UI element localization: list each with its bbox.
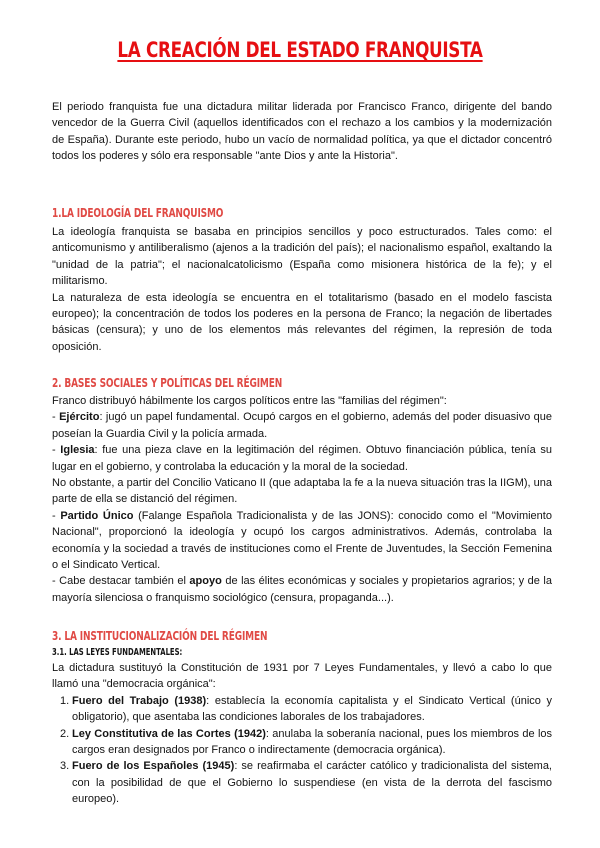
intro-paragraph: El periodo franquista fue una dictadura militar liderada por Francisco Franco, dirigente del bando vencedor de la Guerra Civil (aquellos identificados con el rechazo a los cambios y la modernización de España). Durante este periodo, hubo un vacío de normalidad política, ya que el dictador concentró todos los poderes y sólo era responsable "ante Dios y ante la Historia". <box>52 101 552 163</box>
iglesia-label: Iglesia <box>60 444 95 457</box>
apoyo-paragraph <box>52 573 552 606</box>
law-text: : se reafirmaba el carácter católico y tradicionalista del sistema, con la posibilidad de que el Gobierno lo suspendiese (en vista de la derrota del fascismo europeo). <box>72 760 552 806</box>
ejercito-text: : jugó un papel fundamental. Ocupó cargos en el gobierno, además del poder disuasivo que poseían la Guardia Civil y la policía armada. <box>52 411 552 440</box>
section-3-body <box>52 646 552 808</box>
section-2-heading: 2. BASES SOCIALES Y POLÍTICAS DEL RÉGIMEN <box>52 375 283 390</box>
bullet-dash: - <box>52 444 61 457</box>
law-text: : anulaba la soberanía nacional, pues los miembros de los cargos eran designados por Franco o indirectamente (democracia orgánica). <box>72 727 552 757</box>
apoyo-post: de las élites económicas y sociales y propietarios agrarios; y de la mayoría silenciosa o franquismo sociológico (censura, propaganda...). <box>52 575 552 604</box>
law-text: : establecía la economía capitalista y el Sindicato Vertical (único y obligatorio), que asentaba las condiciones laborales de los trabajadores. <box>72 694 552 724</box>
law-label: Ley Constitutiva de las Cortes (1942) <box>72 727 266 740</box>
partido-label: Partido Único <box>60 509 134 522</box>
section-3-intro: La dictadura sustituyó la Constitución de 1931 por 7 Leyes Fundamentales, y llevó a cabo lo que llamó una "democracia orgánica": <box>52 662 552 691</box>
leyes-list <box>52 693 552 808</box>
page-title: LA CREACIÓN DEL ESTADO FRANQUISTA <box>117 38 483 62</box>
iglesia-paragraph <box>52 442 552 475</box>
bullet-dash: - <box>52 411 60 424</box>
section-3-1-subheading: 3.1. LAS LEYES FUNDAMENTALES: <box>52 647 183 658</box>
apoyo-label: apoyo <box>189 575 222 588</box>
ejercito-label: Ejército <box>59 411 100 424</box>
apoyo-pre: - Cabe destacar también el <box>52 575 190 588</box>
partido-text: (Falange Española Tradicionalista y de las JONS): conocido como el "Movimiento Nacional", proporcionó la ideología y ocupó los cargos administrativos. Además, controlaba la economía y la sociedad a través de instituciones como el Frente de Juventudes, la Sección Femenina o el Sindicato Vertical. <box>52 509 552 572</box>
ejercito-paragraph <box>52 409 552 442</box>
section-1-paragraph-1: La ideología franquista se basaba en principios sencillos y poco estructurados. Tales como: el anticomunismo y antiliberalismo (ajenos a la tradición del país); el nacionalismo español, exaltando la "unidad de la patria"; el nacionalcatolicismo (España como misionera histórica de la fe); y el militarismo. <box>52 226 552 288</box>
list-item <box>52 758 552 807</box>
list-number: 1. <box>60 694 70 707</box>
law-label: Fuero del Trabajo (1938) <box>72 694 207 707</box>
list-item <box>52 693 552 726</box>
section-1-heading: 1.LA IDEOLOGÍA DEL FRANQUISMO <box>52 205 224 220</box>
section-3-heading: 3. LA INSTITUCIONALIZACIÓN DEL RÉGIMEN <box>52 628 268 643</box>
intro-section <box>52 99 552 165</box>
section-1-body <box>52 224 552 355</box>
list-number: 2. <box>60 727 70 740</box>
partido-paragraph <box>52 508 552 574</box>
law-label: Fuero de los Españoles (1945) <box>72 760 235 773</box>
iglesia-note: No obstante, a partir del Concilio Vaticano II (que adaptaba la fe a la nueva situación tras la IIGM), una parte de ella se distanció del régimen. <box>52 477 552 506</box>
section-2-body <box>52 393 552 606</box>
list-number: 3. <box>60 760 70 773</box>
iglesia-text: : fue una pieza clave en la legitimación del régimen. Obtuvo financiación pública, tenía su lugar en el gobierno, y controlaba la educación y la moral de la sociedad. <box>52 444 552 473</box>
section-1-paragraph-2: La naturaleza de esta ideología se encuentra en el totalitarismo (basado en el modelo fascista europeo); la concentración de todos los poderes en la persona de Franco; la negación de libertades básicas (censura); y uno de los elementos más relevantes del régimen, la represión de toda oposición. <box>52 291 552 353</box>
section-2-intro: Franco distribuyó hábilmente los cargos políticos entre las "familias del régimen": <box>52 395 447 407</box>
list-item <box>52 726 552 759</box>
bullet-dash: - <box>52 509 61 522</box>
